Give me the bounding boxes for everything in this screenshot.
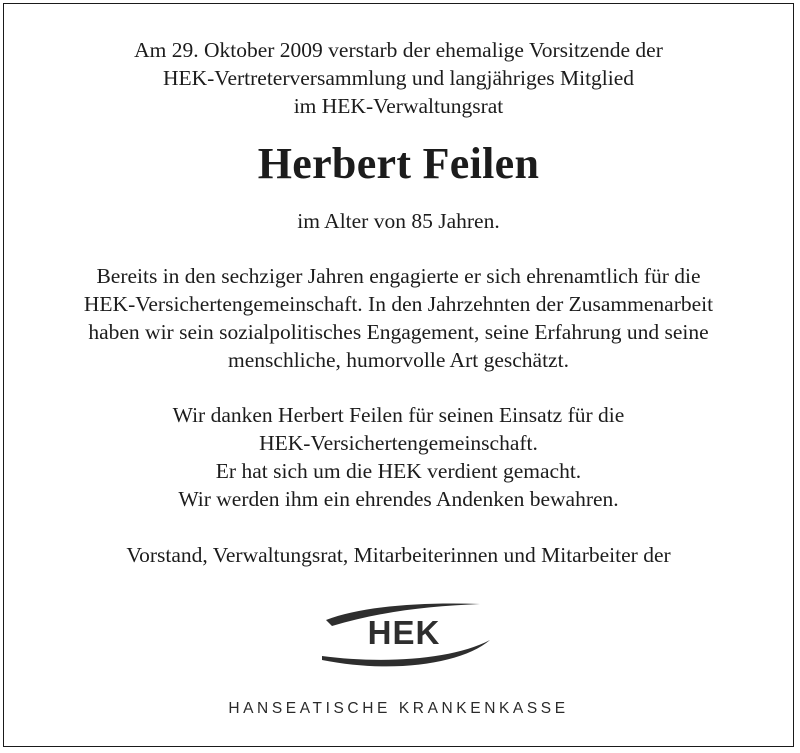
paragraph2-line-3: Er hat sich um die HEK verdient gemacht. xyxy=(215,459,582,483)
paragraph1-line-1: Bereits in den sechziger Jahren engagierte er sich ehrenamtlich für die xyxy=(96,264,701,288)
logo-mark: HEK xyxy=(367,614,441,651)
signature-line: Vorstand, Verwaltungsrat, Mitarbeiterinnen und Mitarbeiter der xyxy=(126,543,671,567)
paragraph1-line-3: haben wir sein sozialpolitisches Engagement, seine Erfahrung und seine xyxy=(88,320,709,344)
intro-line-2: HEK-Vertreterversammlung und langjähriges Mitglied xyxy=(162,66,635,90)
intro-line-3: im HEK-Verwaltungsrat xyxy=(293,94,504,118)
paragraph2-line-4: Wir werden ihm ein ehrendes Andenken bewahren. xyxy=(178,487,619,511)
paragraph2-line-2: HEK-Versichertengemeinschaft. xyxy=(259,431,538,455)
obituary-notice xyxy=(3,3,794,747)
paragraph2-line-1: Wir danken Herbert Feilen für seinen Einsatz für die xyxy=(172,403,625,427)
paragraph1-line-4: menschliche, humorvolle Art geschätzt. xyxy=(228,348,569,372)
age-line: im Alter von 85 Jahren. xyxy=(297,209,500,233)
paragraph1-line-2: HEK-Versichertengemeinschaft. In den Jahrzehnten der Zusammenarbeit xyxy=(83,292,714,316)
intro-line-1: Am 29. Oktober 2009 verstarb der ehemalige Vorsitzende der xyxy=(134,38,663,62)
hek-logo xyxy=(312,598,496,674)
deceased-name: Herbert Feilen xyxy=(257,139,540,188)
hek-company-name: HANSEATISCHE KRANKENKASSE xyxy=(228,700,569,717)
